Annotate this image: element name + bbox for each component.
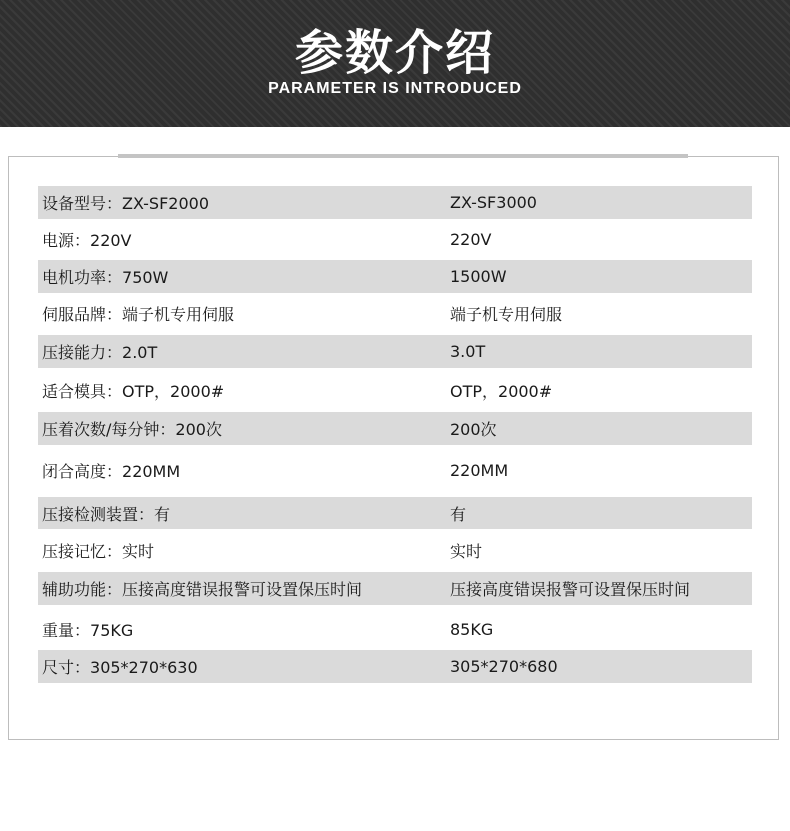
spec-value: 端子机专用伺服 [122,305,235,324]
spec-cell-aux-1 [38,577,448,600]
spec-cell-mold-2 [448,379,752,402]
spec-cell-weight-1 [38,618,448,641]
spec-cell-force-1 [38,340,448,363]
spec-label: 压接能力： [42,343,123,362]
table-row [38,412,752,445]
spec-cell-power-1 [38,228,448,251]
spec-value: 220V [90,231,132,250]
spec-value: 750W [122,268,169,287]
spec-value: 85KG [450,620,494,639]
spec-cell-memory-2 [448,539,752,562]
table-row [38,186,752,219]
spec-value: 200次 [450,420,497,439]
spec-label: 闭合高度： [42,462,123,481]
spec-value: 2.0T [122,343,158,362]
spec-value: 端子机专用伺服 [450,305,563,324]
table-row [38,297,752,330]
spec-cell-power-2 [448,230,752,249]
spec-label: 伺服品牌： [42,305,123,324]
spec-cell-rate-1 [38,417,448,440]
spec-value: 3.0T [450,342,486,361]
spec-value: OTP，2000# [122,382,225,401]
table-row [38,497,752,529]
spec-label: 适合模具： [42,382,123,401]
spec-value: 305*270*630 [90,658,198,677]
spec-label: 电机功率： [42,268,123,287]
table-row [38,260,752,293]
spec-value: 305*270*680 [450,657,558,676]
spec-cell-servo-1 [38,302,448,325]
page-title: 参数介绍 [294,25,495,81]
spec-value: 200次 [175,420,222,439]
table-row [38,613,752,646]
table-row [38,223,752,256]
spec-value: 压接高度错误报警可设置保压时间 [122,580,363,599]
spec-label: 设备型号： [42,194,123,213]
top-divider [118,154,688,158]
spec-cell-model-2 [448,193,752,212]
spec-label: 压接检测装置： [42,504,155,524]
table-row [38,374,752,407]
spec-value: ZX-SF3000 [450,193,537,212]
spec-value: 实时 [450,542,483,561]
table-row [38,454,752,487]
spec-cell-motor-2 [448,267,752,286]
spec-cell-weight-2 [448,620,752,639]
spec-cell-size-2 [448,657,752,676]
spec-value: 220MM [450,461,509,480]
spec-cell-servo-2 [448,302,752,325]
spec-label: 压接记忆： [42,542,123,561]
spec-label: 重量： [42,621,91,640]
spec-value: ZX-SF2000 [122,194,209,213]
spec-value: 有 [450,504,467,524]
spec-cell-motor-1 [38,265,448,288]
spec-label: 电源： [42,231,91,250]
table-row [38,534,752,567]
header-banner [0,0,790,127]
spec-value: OTP，2000# [450,382,553,401]
spec-cell-detect-1 [38,502,448,525]
spec-cell-mold-1 [38,379,448,402]
spec-value: 220MM [122,462,181,481]
spec-value: 220V [450,230,492,249]
spec-label: 尺寸： [42,658,91,677]
spec-cell-rate-2 [448,417,752,440]
spec-cell-memory-1 [38,539,448,562]
spec-value: 有 [154,504,171,524]
spec-value: 75KG [90,621,134,640]
table-row [38,335,752,368]
spec-cell-detect-2 [448,502,752,525]
spec-label: 压着次数/每分钟： [42,420,176,439]
spec-cell-model-1 [38,191,448,214]
table-row [38,650,752,683]
spec-value: 1500W [450,267,507,286]
spec-cell-force-2 [448,342,752,361]
spec-cell-height-2 [448,461,752,480]
spec-cell-size-1 [38,655,448,678]
spec-value: 实时 [122,542,155,561]
spec-value: 压接高度错误报警可设置保压时间 [450,580,691,599]
spec-label: 辅助功能： [42,580,123,599]
page-subtitle: PARAMETER IS INTRODUCED [268,80,522,97]
table-row [38,572,752,605]
spec-cell-aux-2 [448,577,752,600]
spec-cell-height-1 [38,459,448,482]
